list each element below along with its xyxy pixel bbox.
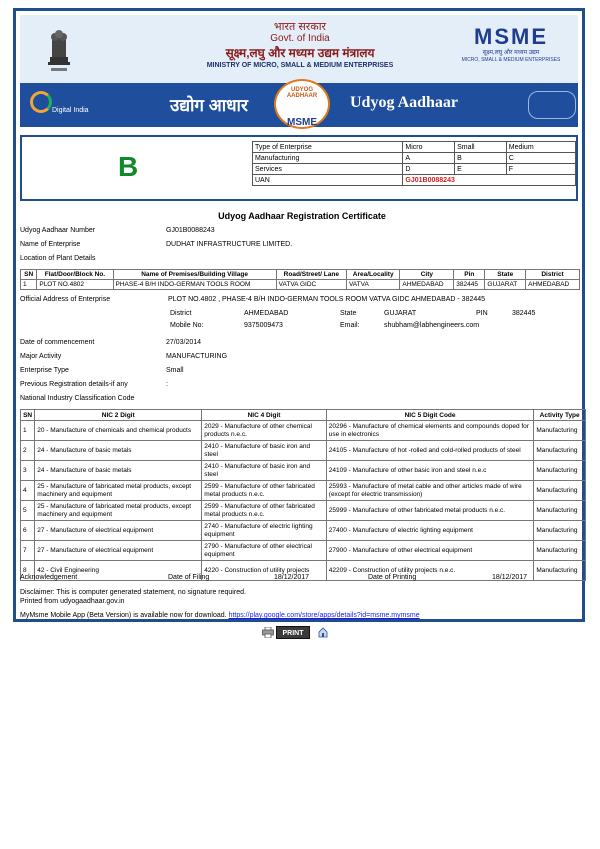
pin-label: PIN [476, 310, 488, 317]
table-cell: 42 - Civil Engineering [35, 561, 202, 581]
table-row [253, 164, 576, 175]
major-activity-label: Major Activity [20, 353, 62, 360]
table-row [21, 421, 586, 441]
table-cell: 25999 - Manufacture of other fabricated metal products n.e.c. [326, 501, 534, 521]
udyog-aadhaar-seal [274, 79, 330, 129]
table-row [21, 441, 586, 461]
table-row [21, 280, 580, 290]
app-availability-text [20, 612, 420, 619]
official-address-value: PLOT NO.4802 , PHASE-4 B/H INDO-GERMAN TOOLS ROOM VATVA GIDC AHMEDABAD - 382445 [168, 296, 486, 303]
uan-value: GJ01B0088243 [403, 175, 576, 186]
enterprise-category-table [252, 141, 576, 186]
table-cell: 2410 - Manufacture of basic iron and steel [202, 461, 327, 481]
table-row [253, 175, 576, 186]
table-cell: 2790 - Manufacture of other electrical equipment [202, 541, 327, 561]
previous-registration-value: : [166, 381, 168, 388]
msme-logo-english: MICRO, SMALL & MEDIUM ENTERPRISES [461, 57, 561, 63]
table-cell: Manufacturing [534, 421, 586, 441]
table-cell: Manufacturing [534, 461, 586, 481]
table-cell: GUJARAT [485, 280, 526, 290]
table-cell: VATVA GIDC [276, 280, 346, 290]
table-cell: 24109 - Manufacture of other basic iron and steel n.e.c [326, 461, 534, 481]
table-cell: B [455, 153, 507, 164]
table-cell: 25 - Manufacture of fabricated metal products, except machinery and equipment [35, 481, 202, 501]
table-cell: 27900 - Manufacture of other electrical equipment [326, 541, 534, 561]
ministry-banner [20, 15, 578, 85]
column-header: State [485, 270, 526, 280]
state-label: State [340, 310, 357, 317]
table-cell: Medium [506, 142, 575, 153]
plant-location-table [20, 269, 580, 290]
table-cell: F [506, 164, 575, 175]
nic-table-body [21, 421, 586, 581]
acknowledgement-label: Acknowledgement [20, 574, 78, 581]
column-header: District [526, 270, 580, 280]
enterprise-type-value: Small [166, 367, 184, 374]
printing-date-label: Date of Printing [368, 574, 417, 581]
column-header: Road/Street/ Lane [276, 270, 346, 280]
msme-logo-text: MSME [474, 24, 548, 49]
pin-value: 382445 [512, 310, 536, 317]
table-cell: 6 [21, 521, 35, 541]
district-value: AHMEDABAD [244, 310, 289, 317]
table-cell: AHMEDABAD [400, 280, 454, 290]
table-cell: 27400 - Manufacture of electric lighting equipment [326, 521, 534, 541]
table-cell: 2410 - Manufacture of basic iron and steel [202, 441, 327, 461]
uan-label: UAN [253, 175, 403, 186]
column-header: SN [21, 270, 37, 280]
table-cell: 3 [21, 461, 35, 481]
state-value: GUJARAT [384, 310, 417, 317]
major-activity-value: MANUFACTURING [166, 353, 228, 360]
table-cell: 2 [21, 441, 35, 461]
right-logo-icon [528, 91, 576, 119]
table-cell: Manufacturing [534, 501, 586, 521]
printed-from: Printed from udyogaadhaar.gov.in [20, 598, 125, 605]
plant-location-label: Location of Plant Details [20, 255, 96, 262]
print-button[interactable]: PRINT [276, 626, 310, 639]
column-header: Flat/Door/Block No. [37, 270, 113, 280]
table-cell: 24105 - Manufacture of hot -rolled and cold-rolled products of steel [326, 441, 534, 461]
table-cell: 2029 - Manufacture of other chemical products n.e.c. [202, 421, 327, 441]
table-cell: 5 [21, 501, 35, 521]
column-header: Name of Premises/Building Village [113, 270, 276, 280]
digital-india-label: Digital India [52, 107, 89, 114]
ministry-title-block [170, 21, 430, 71]
table-cell: 7 [21, 541, 35, 561]
table-cell: 382445 [454, 280, 485, 290]
table-cell: Manufacturing [534, 521, 586, 541]
table-row [253, 142, 576, 153]
filing-date-value: 18/12/2017 [274, 574, 310, 581]
digital-india-icon [30, 91, 52, 113]
table-row [21, 521, 586, 541]
play-store-link[interactable]: https://play.google.com/store/apps/details?id=msme.mymsme [228, 612, 420, 619]
digital-india-logo [30, 91, 89, 119]
table-cell: Manufacturing [253, 153, 403, 164]
table-row [21, 461, 586, 481]
table-row [21, 541, 586, 561]
table-header-row [21, 410, 586, 421]
printing-date-value: 18/12/2017 [492, 574, 528, 581]
table-cell: 27 - Manufacture of electrical equipment [35, 521, 202, 541]
previous-registration-label: Previous Registration details-if any [20, 381, 128, 388]
seal-msme-text: MSME [287, 117, 317, 128]
email-label: Email: [340, 322, 360, 329]
home-icon[interactable] [318, 627, 328, 638]
table-cell: 4220 - Construction of utility projects [202, 561, 327, 581]
column-header: City [400, 270, 454, 280]
table-cell: AHMEDABAD [526, 280, 580, 290]
table-row [253, 153, 576, 164]
table-cell: Micro [403, 142, 455, 153]
table-cell: PHASE-4 B/H INDO-GERMAN TOOLS ROOM [113, 280, 276, 290]
disclaimer: Disclaimer: This is computer generated statement, no signature required. [20, 589, 246, 596]
udyog-aadhaar-english: Udyog Aadhaar [350, 94, 459, 111]
table-cell: 2599 - Manufacture of other fabricated metal products n.e.c. [202, 501, 327, 521]
official-address-label: Official Address of Enterprise [20, 296, 111, 303]
national-emblem-icon [42, 23, 76, 75]
column-header: NIC 4 Digit [202, 410, 327, 421]
district-label: District [170, 310, 192, 317]
column-header: NIC 2 Digit [35, 410, 202, 421]
table-cell: VATVA [346, 280, 399, 290]
nic-label: National Industry Classification Code [20, 395, 135, 402]
table-cell: Manufacturing [534, 441, 586, 461]
table-cell: C [506, 153, 575, 164]
table-cell: E [455, 164, 507, 175]
udyog-number-value: GJ01B0088243 [166, 227, 215, 234]
table-cell: D [403, 164, 455, 175]
table-cell: Manufacturing [534, 481, 586, 501]
table-cell: 20 - Manufacture of chemicals and chemical products [35, 421, 202, 441]
msme-logo-hindi: सूक्ष्म,लघु और मध्यम उद्यम [482, 50, 540, 56]
ministry-name: MINISTRY OF MICRO, SMALL & MEDIUM ENTERPRISES [206, 62, 394, 69]
nic-code-table [20, 409, 586, 581]
table-cell: Services [253, 164, 403, 175]
hindi-govt: भारत सरकार [273, 21, 327, 33]
column-header: NIC 5 Digit Code [326, 410, 534, 421]
table-row [21, 501, 586, 521]
table-cell: 2740 - Manufacture of electric lighting equipment [202, 521, 327, 541]
enterprise-type-label: Enterprise Type [20, 367, 69, 374]
enterprise-category-box [20, 135, 578, 201]
table-cell: 25 - Manufacture of fabricated metal products, except machinery and equipment [35, 501, 202, 521]
commencement-label: Date of commencement [20, 339, 95, 346]
table-cell: A [403, 153, 455, 164]
certificate-title: Udyog Aadhaar Registration Certificate [218, 211, 386, 221]
table-cell: Type of Enterprise [253, 142, 403, 153]
table-cell: Manufacturing [534, 561, 586, 581]
enterprise-grade: B [118, 151, 139, 182]
udyog-aadhaar-banner [20, 83, 578, 127]
udyog-aadhaar-hindi: उद्योग आधार [170, 96, 248, 115]
table-cell: 2599 - Manufacture of other fabricated metal products n.e.c. [202, 481, 327, 501]
msme-logo [456, 25, 566, 64]
table-row [21, 481, 586, 501]
printer-icon[interactable] [262, 627, 274, 638]
table-cell: 1 [21, 421, 35, 441]
email-value: shubham@labhengineers.com [384, 322, 480, 329]
table-cell: 4 [21, 481, 35, 501]
table-cell: 24 - Manufacture of basic metals [35, 461, 202, 481]
table-cell: 20296 - Manufacture of chemical elements and compounds doped for use in electronics [326, 421, 534, 441]
table-cell: 27 - Manufacture of electrical equipment [35, 541, 202, 561]
column-header: Activity Type [534, 410, 586, 421]
govt-of-india: Govt. of India [270, 33, 330, 44]
mobile-value: 9375009473 [244, 322, 283, 329]
table-cell: 8 [21, 561, 35, 581]
commencement-value: 27/03/2014 [166, 339, 202, 346]
app-text: MyMsme Mobile App (Beta Version) is available now for download. [20, 612, 227, 619]
seal-ring-text: UDYOG AADHAAR [286, 87, 318, 99]
mobile-label: Mobile No: [170, 322, 204, 329]
enterprise-name-value: DUDHAT INFRASTRUCTURE LIMITED. [166, 241, 293, 248]
filing-date-label: Date of Filing [168, 574, 210, 581]
udyog-number-label: Udyog Aadhaar Number [20, 227, 96, 234]
hindi-ministry: सूक्ष्म,लघु और मध्यम उद्यम मंत्रालय [225, 46, 375, 60]
column-header: Pin [454, 270, 485, 280]
certificate-frame [13, 8, 585, 622]
column-header: Area/Locality [346, 270, 399, 280]
table-cell: Small [455, 142, 507, 153]
table-cell: 42209 - Construction of utility projects n.e.c. [326, 561, 534, 581]
table-cell: PLOT NO.4802 [37, 280, 113, 290]
table-header-row [21, 270, 580, 280]
column-header: SN [21, 410, 35, 421]
table-cell: 1 [21, 280, 37, 290]
table-cell: 25993 - Manufacture of metal cable and other articles made of wire (except for electric transmission) [326, 481, 534, 501]
table-cell: Manufacturing [534, 541, 586, 561]
enterprise-name-label: Name of Enterprise [20, 241, 81, 248]
table-cell: 24 - Manufacture of basic metals [35, 441, 202, 461]
